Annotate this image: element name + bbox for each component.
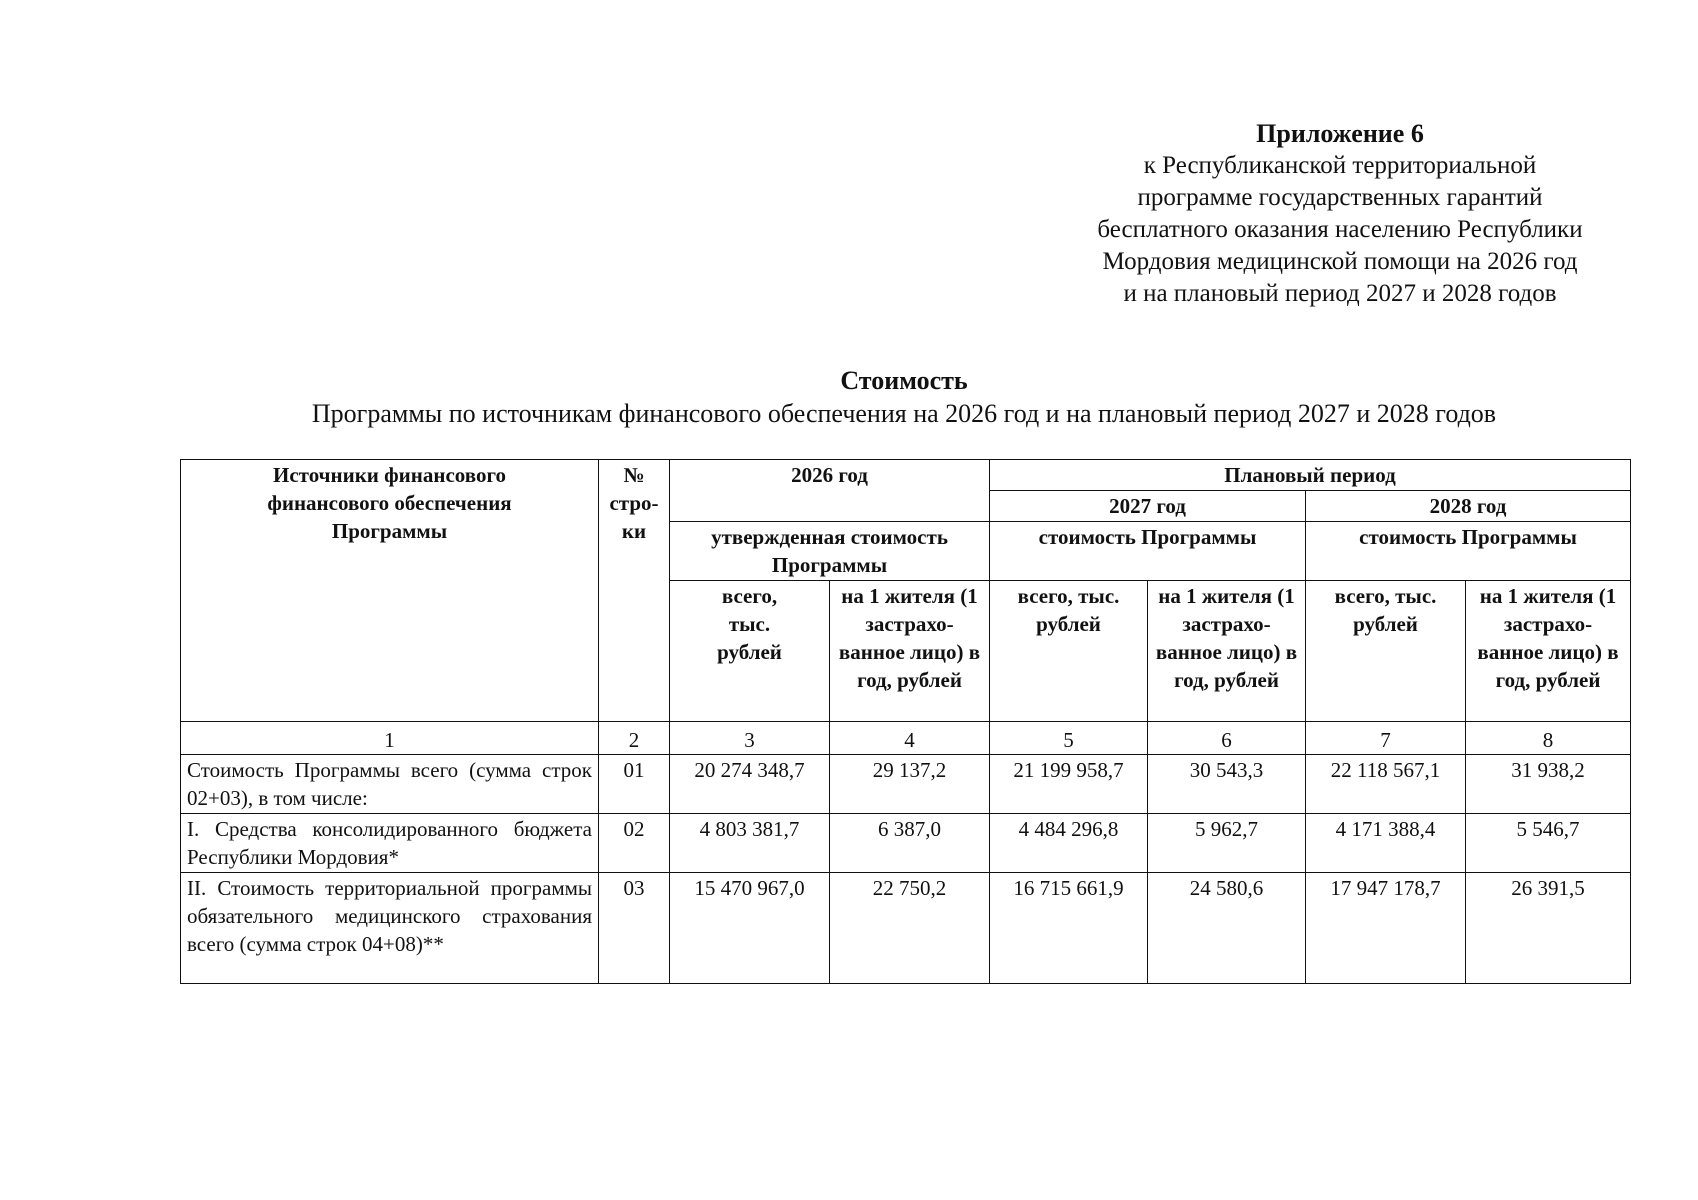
row-label: Стоимость Программы всего (сумма строк 02+03), в том числе:	[181, 755, 599, 814]
table-row	[181, 814, 1631, 873]
column-numbers-row	[181, 722, 1631, 755]
appendix-block	[1040, 118, 1640, 310]
column-number: 4	[830, 722, 990, 755]
header-per-capita-2028: на 1 жителя (1 застрахо-ванное лицо) в год, рублей	[1466, 581, 1631, 722]
table-row	[181, 755, 1631, 814]
header-cost-2027: стоимость Программы	[990, 522, 1306, 581]
row-number: 01	[599, 755, 670, 814]
value-cell: 5 962,7	[1148, 814, 1306, 873]
row-label: I. Средства консолидированного бюджета Республики Мордовия*	[181, 814, 599, 873]
value-cell: 6 387,0	[830, 814, 990, 873]
value-cell: 4 171 388,4	[1306, 814, 1466, 873]
column-number: 2	[599, 722, 670, 755]
document-main-title: Стоимость	[840, 366, 968, 395]
value-cell: 17 947 178,7	[1306, 873, 1466, 984]
header-per-capita-2027: на 1 жителя (1 застрахо-ванное лицо) в год, рублей	[1148, 581, 1306, 722]
appendix-line: бесплатного оказания населению Республики	[1097, 216, 1583, 243]
column-number: 6	[1148, 722, 1306, 755]
row-number: 03	[599, 873, 670, 984]
value-cell: 4 803 381,7	[670, 814, 830, 873]
value-cell: 5 546,7	[1466, 814, 1631, 873]
table-row	[181, 873, 1631, 984]
appendix-line: программе государственных гарантий	[1137, 184, 1543, 211]
header-year-2027: 2027 год	[990, 491, 1306, 522]
appendix-line: и на плановый период 2027 и 2028 годов	[1123, 280, 1557, 307]
header-row-number: № стро-ки	[599, 460, 670, 722]
document-title	[180, 364, 1628, 430]
column-number: 7	[1306, 722, 1466, 755]
value-cell: 30 543,3	[1148, 755, 1306, 814]
column-number: 8	[1466, 722, 1631, 755]
value-cell: 26 391,5	[1466, 873, 1631, 984]
header-year-2026: 2026 год	[670, 460, 990, 522]
header-total-2026: всего, тыс. рублей	[670, 581, 830, 722]
column-number: 5	[990, 722, 1148, 755]
row-label: II. Стоимость территориальной программы обязательного медицинского страхования всего (сумма строк 04+08)**	[181, 873, 599, 984]
value-cell: 15 470 967,0	[670, 873, 830, 984]
header-per-capita-2026: на 1 жителя (1 застрахо-ванное лицо) в год, рублей	[830, 581, 990, 722]
document-subtitle: Программы по источникам финансового обеспечения на 2026 год и на плановый период 2027 и 2028 годов	[311, 399, 1497, 428]
appendix-title: Приложение 6	[1256, 119, 1424, 148]
value-cell: 22 118 567,1	[1306, 755, 1466, 814]
column-number: 3	[670, 722, 830, 755]
value-cell: 20 274 348,7	[670, 755, 830, 814]
value-cell: 4 484 296,8	[990, 814, 1148, 873]
header-year-2028: 2028 год	[1306, 491, 1631, 522]
header-sources: Источники финансового финансового обеспечения Программы	[181, 460, 599, 722]
value-cell: 29 137,2	[830, 755, 990, 814]
cost-table	[180, 459, 1631, 984]
appendix-line: к Республиканской территориальной	[1143, 152, 1537, 179]
header-total-2028: всего, тыс. рублей	[1306, 581, 1466, 722]
value-cell: 21 199 958,7	[990, 755, 1148, 814]
appendix-line: Мордовия медицинской помощи на 2026 год	[1102, 248, 1578, 275]
value-cell: 22 750,2	[830, 873, 990, 984]
value-cell: 31 938,2	[1466, 755, 1631, 814]
row-number: 02	[599, 814, 670, 873]
value-cell: 24 580,6	[1148, 873, 1306, 984]
value-cell: 16 715 661,9	[990, 873, 1148, 984]
header-approved-cost: утвержденная стоимость Программы	[670, 522, 990, 581]
column-number: 1	[181, 722, 599, 755]
header-cost-2028: стоимость Программы	[1306, 522, 1631, 581]
header-planned-period: Плановый период	[990, 460, 1631, 491]
header-total-2027: всего, тыс. рублей	[990, 581, 1148, 722]
